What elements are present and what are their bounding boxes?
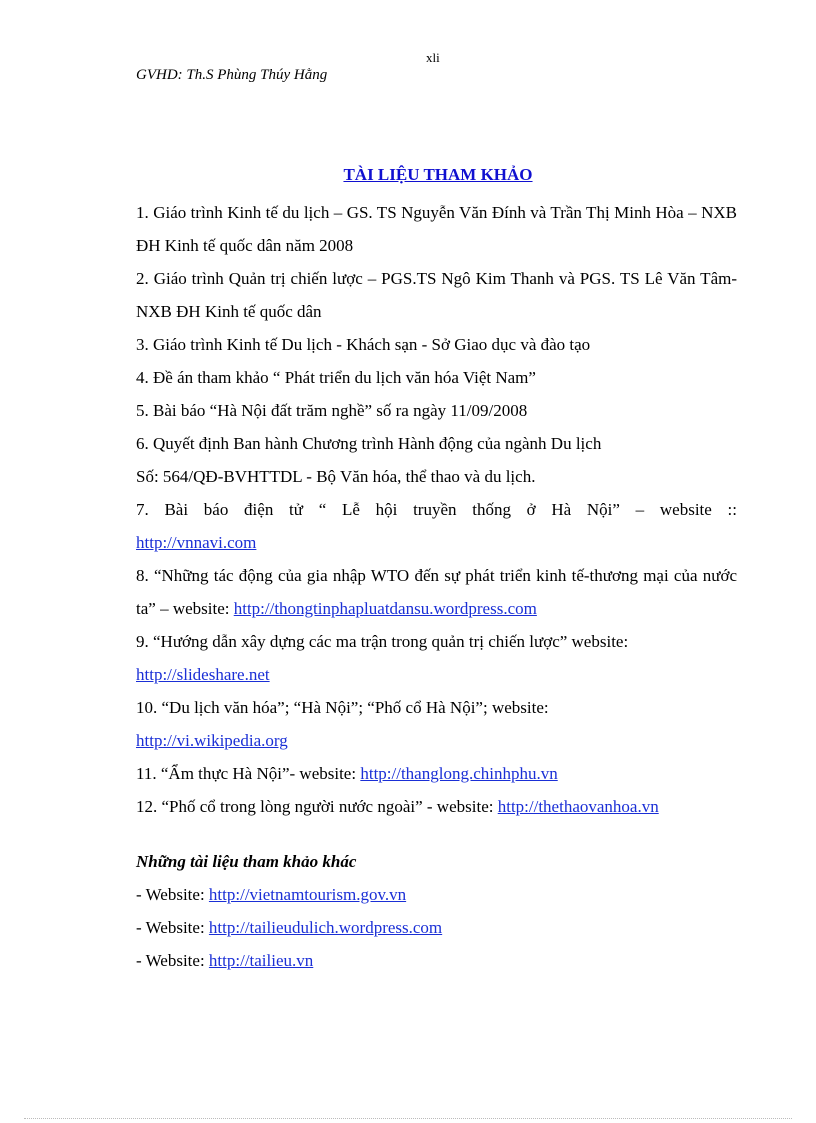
other-site-3: - Website: http://tailieu.vn	[136, 951, 314, 970]
reference-item-6: 6. Quyết định Ban hành Chương trình Hành động của ngành Du lịch Số: 564/QĐ-BVHTTDL - Bộ Văn hóa, thể thao và du lịch.	[136, 434, 602, 486]
reference-item-11: 11. “Ẩm thực Hà Nội”- website: http://thanglong.chinhphu.vn	[136, 764, 558, 783]
reference-item-1: 1. Giáo trình Kinh tế du lịch – GS. TS Nguyễn Văn Đính và Trần Thị Minh Hòa – NXB ĐH Kinh tế quốc dân năm 2008	[136, 203, 737, 255]
reference-link-8[interactable]: http://thongtinphapluatdansu.wordpress.com	[233, 599, 537, 618]
other-site-link-3[interactable]: http://tailieu.vn	[208, 951, 314, 970]
other-site-link-2[interactable]: http://tailieudulich.wordpress.com	[208, 918, 443, 937]
reference-item-9: 9. “Hướng dẫn xây dựng các ma trận trong quản trị chiến lược” website: http://slideshare.net	[136, 632, 629, 684]
other-site-2: - Website: http://tailieudulich.wordpress.com	[136, 918, 443, 937]
reference-list	[136, 196, 737, 977]
reference-item-10: 10. “Du lịch văn hóa”; “Hà Nội”; “Phố cổ Hà Nội”; website: http://vi.wikipedia.org	[136, 698, 549, 750]
reference-item-2: 2. Giáo trình Quản trị chiến lược – PGS.TS Ngô Kim Thanh và PGS. TS Lê Văn Tâm-NXB ĐH Kinh tế quốc dân	[136, 269, 737, 321]
other-site-link-1[interactable]: http://vietnamtourism.gov.vn	[208, 885, 407, 904]
page-title: TÀI LIỆU THAM KHẢO	[343, 165, 533, 184]
page-bottom-divider	[24, 1118, 792, 1119]
reference-item-7: 7. Bài báo điện tử “ Lễ hội truyền thống ở Hà Nội” – website ::	[136, 500, 737, 519]
other-site-1: - Website: http://vietnamtourism.gov.vn	[136, 885, 407, 904]
reference-link-12[interactable]: http://thethaovanhoa.vn	[497, 797, 659, 816]
reference-item-3: 3. Giáo trình Kinh tế Du lịch - Khách sạn - Sở Giao dục và đào tạo	[136, 335, 591, 354]
page-number: xli	[426, 50, 440, 65]
reference-item-4: 4. Đề án tham khảo “ Phát triển du lịch văn hóa Việt Nam”	[136, 368, 536, 387]
reference-item-5: 5. Bài báo “Hà Nội đất trăm nghề” số ra ngày 11/09/2008	[136, 401, 528, 420]
reference-item-8: 8. “Những tác động của gia nhập WTO đến sự phát triển kinh tế-thương mại của nước ta” – website: http://thongtinphapluatdansu.wordpress.com	[136, 566, 737, 618]
reference-item-7-link-line	[136, 526, 737, 559]
reference-item-12: 12. “Phố cổ trong lòng người nước ngoài” - website: http://thethaovanhoa.vn	[136, 797, 659, 816]
other-references-heading: Những tài liệu tham khảo khác	[136, 852, 357, 871]
reference-link-10[interactable]: http://vi.wikipedia.org	[136, 731, 288, 750]
instructor-header: GVHD: Th.S Phùng Thúy Hằng	[136, 67, 328, 83]
reference-link-7[interactable]: http://vnnavi.com	[136, 533, 257, 552]
reference-link-11[interactable]: http://thanglong.chinhphu.vn	[360, 764, 558, 783]
reference-link-9[interactable]: http://slideshare.net	[136, 665, 270, 684]
